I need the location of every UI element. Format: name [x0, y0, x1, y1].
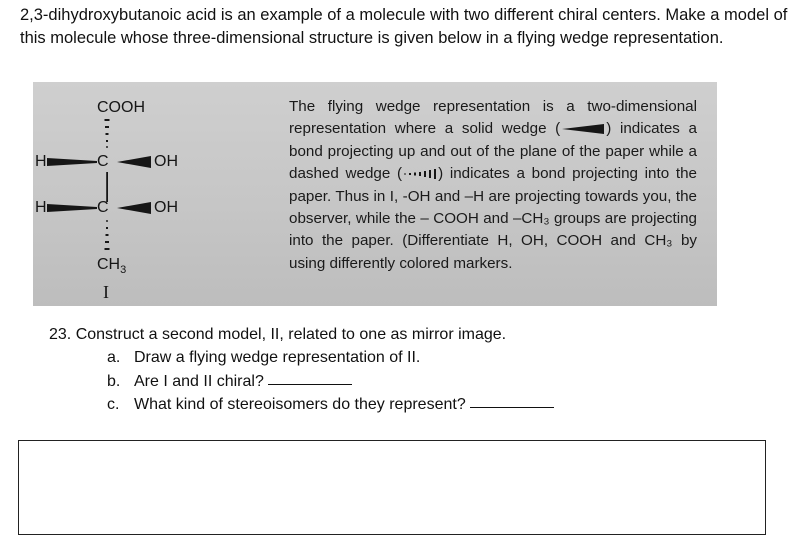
subitem-text: What kind of stereoisomers do they represent?: [134, 396, 466, 413]
solid-wedge-oh-2: [117, 202, 151, 214]
dashed-wedge-top: [105, 119, 110, 148]
solid-wedge-oh-1: [117, 156, 151, 168]
subitem-letter: b.: [107, 372, 121, 390]
question-23: 23. Construct a second model, II, related to one as mirror image.: [49, 326, 507, 343]
subitem-text: Are I and II chiral?: [134, 372, 264, 390]
subitem-letter: c.: [107, 396, 120, 413]
subitem-a: [107, 346, 554, 370]
solid-wedge-h-1: [47, 158, 97, 166]
h-label-c2: H: [35, 199, 47, 216]
subitem-letter: a.: [107, 349, 121, 366]
solid-wedge-h-2: [47, 204, 97, 212]
description-part-3: ) indicates a bond projecting into the paper. Thus in I, -OH and –H are projecting towards you, the observer, while the – COOH and –CH₃ groups are projecting into the paper. (Differentiate H, OH, COOH and CH₃ by using differently colored markers.: [289, 165, 697, 272]
answer-blank-b[interactable]: [268, 370, 352, 385]
subitem-b: [107, 370, 554, 394]
subitem-c: [107, 393, 554, 417]
subitem-text: Draw a flying wedge representation of II.: [134, 349, 421, 366]
answer-box[interactable]: [18, 440, 766, 535]
description-part-2: ) indicates a bond projecting up and out of the plane of the paper while a dashed wedge (: [289, 120, 697, 183]
bond-drawing: [33, 82, 283, 306]
dashed-wedge-bottom: [105, 220, 110, 250]
oh-label-c2: OH: [154, 199, 178, 216]
textbook-figure-photo: [33, 82, 717, 306]
flying-wedge-description: [289, 96, 697, 275]
answer-blank-c[interactable]: [470, 393, 554, 408]
carbon-label-c1: C: [97, 153, 109, 170]
solid-wedge-icon: [560, 124, 606, 134]
oh-label-c1: OH: [154, 153, 178, 170]
dashed-wedge-icon: [402, 168, 438, 180]
carbon-label-c2: C: [97, 199, 109, 216]
structure-label-i: I: [103, 282, 109, 302]
bond-c1-c2: [106, 172, 108, 202]
h-label-c1: H: [35, 153, 47, 170]
intro-paragraph: 2,3-dihydroxybutanoic acid is an example of a molecule with two different chiral centers. Make a model of this molecule whose three-dimensional structure is given below in a flying wedge representation.: [20, 6, 788, 47]
cooh-label: COOH: [97, 99, 145, 116]
ch3-label: $CH_3$: [97, 256, 127, 277]
question-subitems: [107, 346, 554, 417]
flying-wedge-structure: [33, 82, 283, 306]
description-part-1: The flying wedge representation is a two-dimensional representation where a solid wedge (: [289, 98, 697, 138]
